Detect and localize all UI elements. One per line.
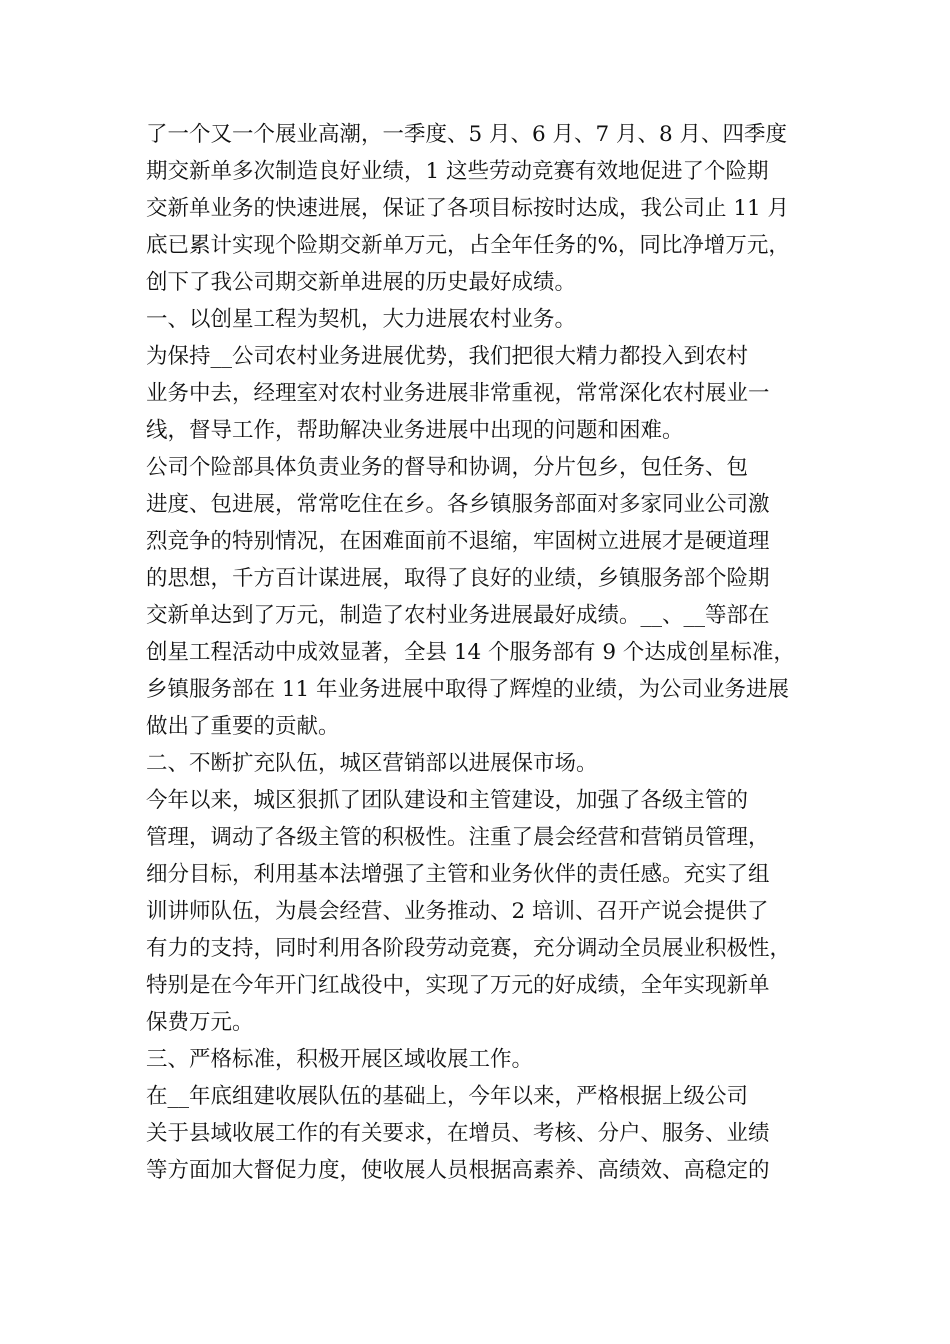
text-line: 细分目标，利用基本法增强了主管和业务伙伴的责任感。充实了组: [146, 862, 770, 887]
text-line: 创下了我公司期交新单进展的历史最好成绩。: [146, 270, 577, 295]
text-line: 特别是在今年开门红战役中，实现了万元的好成绩，全年实现新单: [146, 973, 770, 998]
text-line: 保费万元。: [146, 1010, 254, 1035]
text-line: 交新单业务的快速进展，保证了各项目标按时达成，我公司止 11 月: [146, 196, 790, 221]
text-line: 为保持__公司农村业务进展优势，我们把很大精力都投入到农村: [146, 344, 749, 369]
text-line: 在__年底组建收展队伍的基础上，今年以来，严格根据上级公司: [146, 1084, 749, 1109]
text-line: 底已累计实现个险期交新单万元，占全年任务的%，同比净增万元，: [146, 233, 790, 258]
document-body: [146, 116, 826, 1189]
text-line: 线，督导工作，帮助解决业务进展中出现的问题和困难。: [146, 418, 684, 443]
text-line: 有力的支持，同时利用各阶段劳动竞赛，充分调动全员展业积极性，: [146, 936, 792, 961]
text-line: 期交新单多次制造良好业绩，1 这些劳动竞赛有效地促进了个险期: [146, 159, 769, 184]
text-line: 进度、包进展，常常吃住在乡。各乡镇服务部面对多家同业公司激: [146, 492, 770, 517]
section-heading: 二、不断扩充队伍，城区营销部以进展保市场。: [146, 751, 598, 776]
text-line: 关于县域收展工作的有关要求，在增员、考核、分户、服务、业绩: [146, 1121, 770, 1146]
section-heading: 一、以创星工程为契机，大力进展农村业务。: [146, 307, 577, 332]
text-line: 烈竞争的特别情况，在困难面前不退缩，牢固树立进展才是硬道理: [146, 529, 770, 554]
text-line: 等方面加大督促力度，使收展人员根据高素养、高绩效、高稳定的: [146, 1158, 770, 1183]
text-line: 乡镇服务部在 11 年业务进展中取得了辉煌的业绩，为公司业务进展: [146, 677, 790, 702]
section-heading: 三、严格标准，积极开展区域收展工作。: [146, 1047, 534, 1072]
text-line: 的思想，千方百计谋进展，取得了良好的业绩，乡镇服务部个险期: [146, 566, 770, 591]
text-line: 管理，调动了各级主管的积极性。注重了晨会经营和营销员管理，: [146, 825, 770, 850]
text-line: 创星工程活动中成效显著，全县 14 个服务部有 9 个达成创星标准，: [146, 640, 795, 665]
text-line: 今年以来，城区狠抓了团队建设和主管建设，加强了各级主管的: [146, 788, 749, 813]
text-line: 做出了重要的贡献。: [146, 714, 340, 739]
text-line: 公司个险部具体负责业务的督导和协调，分片包乡，包任务、包: [146, 455, 749, 480]
text-line: 业务中去，经理室对农村业务进展非常重视，常常深化农村展业一: [146, 381, 770, 406]
text-line: 训讲师队伍，为晨会经营、业务推动、2 培训、召开产说会提供了: [146, 899, 769, 924]
text-line: 交新单达到了万元，制造了农村业务进展最好成绩。__、__等部在: [146, 603, 770, 628]
text-line: 了一个又一个展业高潮，一季度、5 月、6 月、7 月、8 月、四季度: [146, 122, 788, 147]
